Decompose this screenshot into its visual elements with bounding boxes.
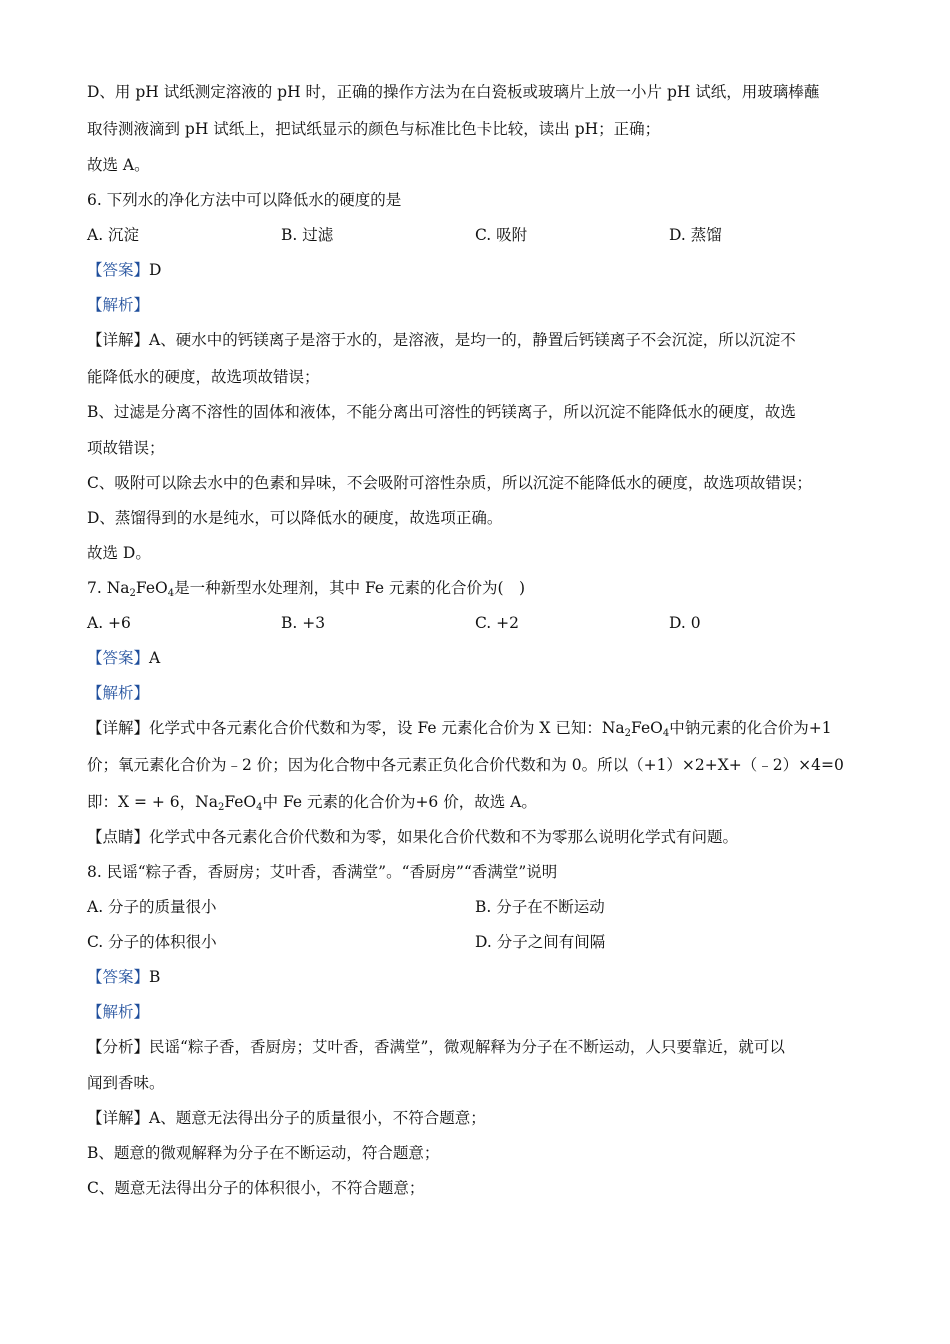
detail-tag: 【详解】 (87, 1109, 150, 1127)
formula-mid: FeO (631, 719, 663, 737)
detail-text: A、题意无法得出分子的质量很小，不符合题意； (149, 1109, 486, 1127)
detail-text: A、硬水中的钙镁离子是溶于水的，是溶液，是均一的，静置后钙镁离子不会沉淀，所以沉淀不 (149, 331, 796, 349)
comment-text: 化学式中各元素化合价代数和为零，如果化合价代数和不为零那么说明化学式有问题。 (149, 828, 739, 846)
detail-text-post: 中 Fe 元素的化合价为+6 价，故选 A。 (262, 793, 537, 811)
subscript-4: 4 (167, 588, 175, 599)
subscript-2: 2 (129, 588, 136, 599)
analysis-tag: 【解析】 (87, 684, 150, 702)
q6-option-d-explanation: D、蒸馏得到的水是纯水，可以降低水的硬度，故选项正确。 (87, 509, 503, 527)
analyze-tag: 【分析】 (87, 1038, 150, 1056)
q7-option-d: D. 0 (669, 614, 701, 632)
q6-option-b: B. 过滤 (281, 226, 334, 244)
analysis-tag: 【解析】 (87, 1003, 150, 1021)
q7-answer (87, 648, 160, 668)
q6-option-d: D. 蒸馏 (669, 226, 722, 244)
answer-value: A (149, 649, 161, 667)
q5-option-d-explanation-line2: 取待测液滴到 pH 试纸上，把试纸显示的颜色与标准比色卡比较，读出 pH；正确； (87, 120, 661, 138)
formula-mid: FeO (224, 793, 257, 811)
q5-choice: 故选 A。 (87, 156, 150, 174)
analyze-text: 民谣“粽子香，香厨房；艾叶香，香满堂”，微观解释为分子在不断运动，人只要靠近，就可以 (149, 1038, 785, 1056)
answer-tag: 【答案】 (87, 968, 150, 986)
q6-choice: 故选 D。 (87, 544, 151, 562)
answer-tag: 【答案】 (87, 261, 150, 279)
analysis-tag: 【解析】 (87, 296, 150, 314)
q7-detail-line3 (87, 792, 537, 818)
q7-stem (87, 578, 525, 604)
detail-tag: 【详解】 (87, 331, 150, 349)
subscript-4: 4 (256, 802, 263, 813)
subscript-2: 2 (624, 728, 632, 739)
q7-option-c: C. +2 (475, 614, 520, 632)
q8-option-a: A. 分子的质量很小 (87, 898, 217, 916)
q6-option-c-explanation: C、吸附可以除去水中的色素和异味，不会吸附可溶性杂质，所以沉淀不能降低水的硬度，故选项故错误； (87, 474, 812, 492)
q8-option-c: C. 分子的体积很小 (87, 933, 217, 951)
q8-detail-b: B、题意的微观解释为分子在不断运动，符合题意； (87, 1144, 440, 1162)
q8-option-b: B. 分子在不断运动 (475, 898, 605, 916)
q8-option-d: D. 分子之间有间隔 (475, 933, 606, 951)
q8-analyze-line1 (87, 1037, 785, 1057)
q6-stem: 6. 下列水的净化方法中可以降低水的硬度的是 (87, 191, 402, 209)
q7-option-a: A. +6 (87, 614, 131, 632)
q6-option-c: C. 吸附 (475, 226, 528, 244)
detail-text-pre: 即：X = + 6，Na (87, 793, 218, 811)
q8-analyze-line2: 闻到香味。 (87, 1074, 165, 1092)
subscript-4: 4 (662, 728, 670, 739)
subscript-2: 2 (217, 802, 225, 813)
q5-option-d-explanation-line1: D、用 pH 试纸测定溶液的 pH 时，正确的操作方法为在白瓷板或玻璃片上放一小片 pH 试纸，用玻璃棒蘸 (87, 83, 820, 101)
q6-detail-line1 (87, 330, 796, 350)
q7-stem-post: 是一种新型水处理剂，其中 Fe 元素的化合价为( ) (174, 579, 526, 597)
comment-tag: 【点睛】 (87, 828, 150, 846)
q7-option-b: B. +3 (281, 614, 326, 632)
q7-detail-line1 (87, 718, 832, 744)
answer-tag: 【答案】 (87, 649, 150, 667)
q8-detail-c: C、题意无法得出分子的体积很小，不符合题意； (87, 1179, 425, 1197)
detail-text-post: 中钠元素的化合价为+1 (669, 719, 832, 737)
q6-option-a: A. 沉淀 (87, 226, 140, 244)
q6-analysis-tag (87, 295, 149, 315)
q6-option-b-explanation-line2: 项故错误； (87, 439, 165, 457)
q8-detail-a (87, 1108, 486, 1128)
detail-text-pre: 化学式中各元素化合价代数和为零，设 Fe 元素化合价为 X 已知：Na (149, 719, 625, 737)
q6-detail-line2: 能降低水的硬度，故选项故错误； (87, 368, 320, 386)
detail-tag: 【详解】 (87, 719, 150, 737)
q8-answer (87, 967, 160, 987)
q7-analysis-tag (87, 683, 149, 703)
q6-option-b-explanation-line1: B、过滤是分离不溶性的固体和液体，不能分离出可溶性的钙镁离子，所以沉淀不能降低水的硬度，故选 (87, 403, 796, 421)
q8-analysis-tag (87, 1002, 149, 1022)
q8-stem: 8. 民谣“粽子香，香厨房；艾叶香，香满堂”。“香厨房”“香满堂”说明 (87, 863, 558, 881)
answer-value: B (149, 968, 161, 986)
q7-stem-pre: 7. Na (87, 579, 130, 597)
q7-stem-mid: FeO (135, 579, 168, 597)
q7-comment (87, 827, 738, 847)
q7-detail-line2: 价；氧元素化合价为﹣2 价；因为化合物中各元素正负化合价代数和为 0。所以（+1）×2+X+（﹣2）×4=0 (87, 756, 844, 774)
answer-value: D (149, 261, 162, 279)
q6-answer (87, 260, 161, 280)
